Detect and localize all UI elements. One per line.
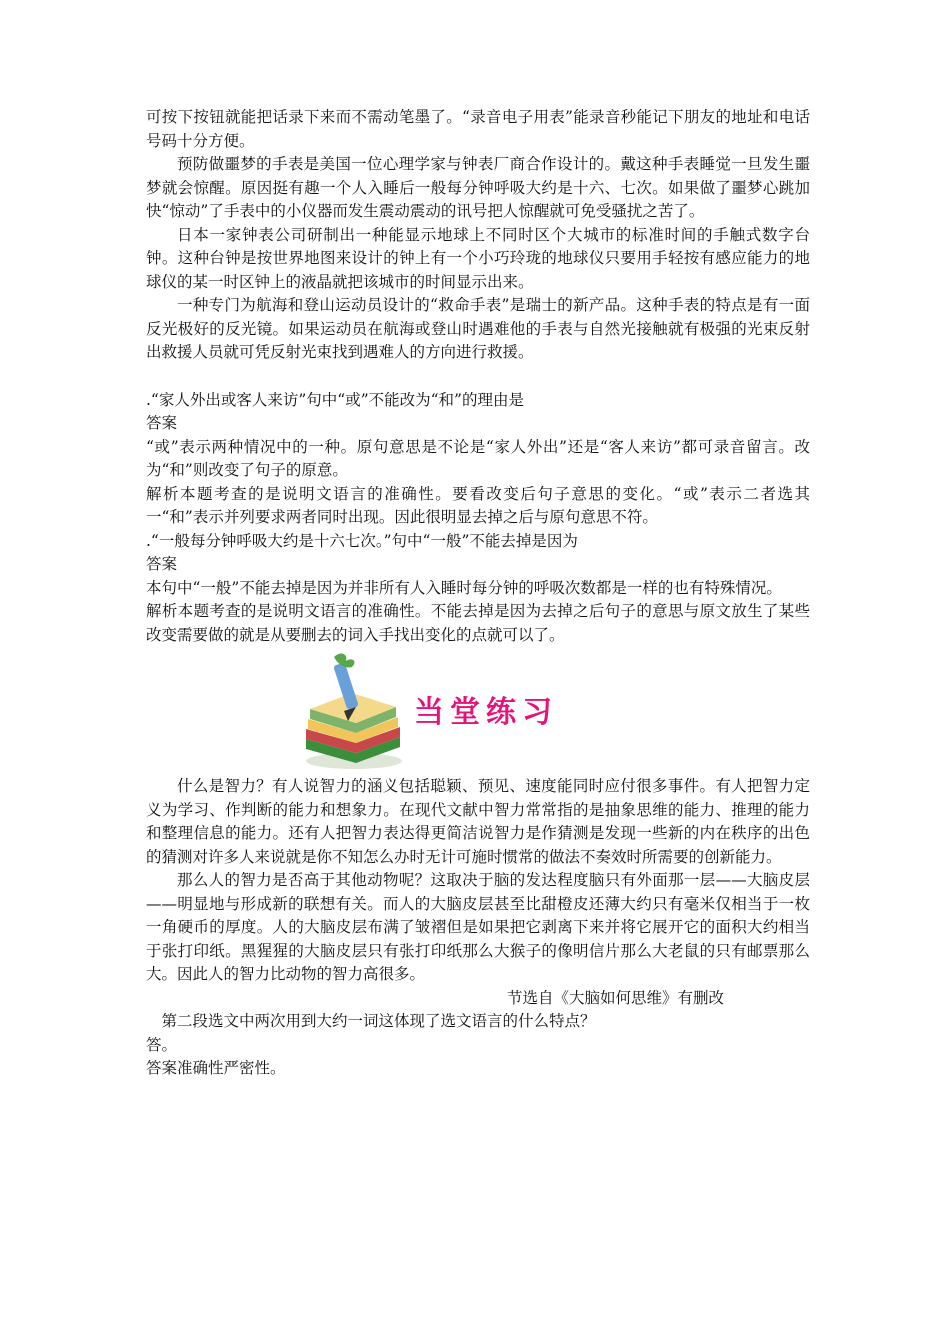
document-page bbox=[146, 106, 810, 1081]
answer-1: “或”表示两种情况中的一种。原句意思是不论是“家人外出”还是“客人来访”都可录音留言。改为“和”则改变了句子的原意。 bbox=[146, 437, 810, 479]
question-3: 第二段选文中两次用到大约一词这体现了选文语言的什么特点？ bbox=[161, 1012, 596, 1030]
analysis-2: 解析本题考查的是说明文语言的准确性。不能去掉是因为去掉之后句子的意思与原文放生了某些改变需要做的就是从要删去的词入手找出变化的点就可以了。 bbox=[146, 602, 810, 644]
answer-3: 答案准确性严密性。 bbox=[146, 1059, 286, 1077]
answer-label: 答案 bbox=[146, 414, 178, 432]
practice-section-banner bbox=[146, 653, 810, 771]
paragraph: 可按下按钮就能把话录下来而不需动笔墨了。“录音电子用表”能录音秒能记下朋友的地址和电话号码十分方便。 bbox=[146, 108, 810, 150]
question-1: .“家人外出或客人来访”句中“或”不能改为“和”的理由是 bbox=[146, 390, 524, 409]
paragraph: 一种专门为航海和登山运动员设计的“救命手表”是瑞士的新产品。这种手表的特点是有一面反光极好的反光镜。如果运动员在航海或登山时遇难他的手表与自然光接触就有极强的光束反射出救援人员就可凭反射光束找到遇难人的方向进行救援。 bbox=[146, 296, 810, 361]
books-pencil-icon bbox=[296, 653, 406, 771]
practice-title: 当堂练习 bbox=[414, 695, 558, 730]
source-citation: 节选自《大脑如何思维》有删改 bbox=[506, 988, 724, 1007]
paragraph: 日本一家钟表公司研制出一种能显示地球上不同时区个大城市的标准时间的手触式数字台钟。这种台钟是按世界地图来设计的钟上有一个小巧玲珑的地球仪只要用手轻按有感应能力的地球仪的某一时区钟上的液晶就把该城市的时间显示出来。 bbox=[146, 225, 810, 291]
paragraph: 预防做噩梦的手表是美国一位心理学家与钟表厂商合作设计的。戴这种手表睡觉一旦发生噩梦就会惊醒。原因挺有趣一个人入睡后一般每分钟呼吸大约是十六、七次。如果做了噩梦心跳加快“惊动”了手表中的小仪器而发生震动震动的讯号把人惊醒就可免受骚扰之苦了。 bbox=[146, 155, 810, 220]
analysis-1: 解析本题考查的是说明文语言的准确性。要看改变后句子意思的变化。“或”表示二者选其一“和”表示并列要求两者同时出现。因此很明显去掉之后与原句意思不符。 bbox=[146, 484, 810, 526]
answer-label: 答案 bbox=[146, 555, 178, 573]
spacer bbox=[146, 365, 810, 389]
paragraph: 什么是智力？有人说智力的涵义包括聪颖、预见、速度能同时应付很多事件。有人把智力定义为学习、作判断的能力和想象力。在现代文献中智力常常指的是抽象思维的能力、推理的能力和整理信息的能力。还有人把智力表达得更简洁说智力是作猜测是发现一些新的内在秩序的出色的猜测对许多人来说就是你不知怎么办时无计可施时惯常的做法不奏效时所需要的创新能力。 bbox=[146, 777, 810, 866]
answer-prompt: 答。 bbox=[146, 1035, 178, 1054]
paragraph: 那么人的智力是否高于其他动物呢？这取决于脑的发达程度脑只有外面那一层——大脑皮层——明显地与形成新的联想有关。而人的大脑皮层甚至比甜橙皮还薄大约只有毫米仅相当于一枚一角硬币的厚度。人的大脑皮层布满了皱褶但是如果把它剥离下来并将它展开它的面积大约相当于张打印纸。黑猩猩的大脑皮层只有张打印纸那么大猴子的像明信片那么大老鼠的只有邮票那么大。因此人的智力比动物的智力高很多。 bbox=[146, 871, 810, 983]
question-2: .“一般每分钟呼吸大约是十六七次。”句中“一般”不能去掉是因为 bbox=[146, 531, 578, 550]
answer-2: 本句中“一般”不能去掉是因为并非所有人入睡时每分钟的呼吸次数都是一样的也有特殊情况。 bbox=[146, 578, 782, 597]
